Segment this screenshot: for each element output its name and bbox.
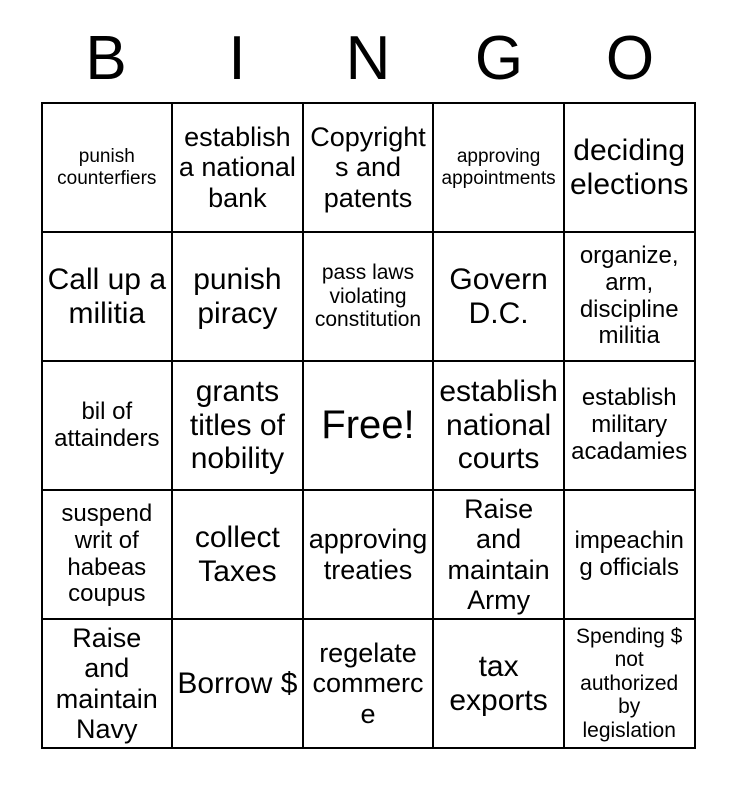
bingo-cell[interactable]: establish national courts xyxy=(433,361,564,490)
bingo-cell[interactable]: Copyrights and patents xyxy=(303,103,434,232)
header-letter-b: B xyxy=(85,24,127,93)
bingo-grid xyxy=(41,102,696,749)
bingo-cell[interactable]: pass laws violating constitution xyxy=(303,232,434,361)
bingo-row xyxy=(42,361,695,490)
bingo-row xyxy=(42,232,695,361)
bingo-cell[interactable]: punish counterfiers xyxy=(42,103,173,232)
bingo-cell[interactable]: Govern D.C. xyxy=(433,232,564,361)
bingo-cell[interactable]: Raise and maintain Navy xyxy=(42,619,173,748)
bingo-cell[interactable]: establish a national bank xyxy=(172,103,303,232)
bingo-cell[interactable]: Raise and maintain Army xyxy=(433,490,564,619)
bingo-cell[interactable]: organize, arm, discipline militia xyxy=(564,232,695,361)
header-letter-i: I xyxy=(228,24,246,93)
bingo-row xyxy=(42,619,695,748)
bingo-cell[interactable]: bil of attainders xyxy=(42,361,173,490)
bingo-cell[interactable]: grants titles of nobility xyxy=(172,361,303,490)
header-letter-n: N xyxy=(345,24,391,93)
bingo-cell[interactable]: collect Taxes xyxy=(172,490,303,619)
header-letter-g: G xyxy=(474,24,524,93)
bingo-cell[interactable]: deciding elections xyxy=(564,103,695,232)
bingo-cell[interactable]: regelate commerce xyxy=(303,619,434,748)
bingo-cell[interactable]: impeaching officials xyxy=(564,490,695,619)
bingo-cell[interactable]: tax exports xyxy=(433,619,564,748)
bingo-cell[interactable]: suspend writ of habeas coupus xyxy=(42,490,173,619)
bingo-cell[interactable]: punish piracy xyxy=(172,232,303,361)
header-letter-o: O xyxy=(605,24,655,93)
bingo-cell[interactable]: Borrow $ xyxy=(172,619,303,748)
bingo-cell[interactable]: Call up a militia xyxy=(42,232,173,361)
bingo-row xyxy=(42,103,695,232)
bingo-cell[interactable]: establish military acadamies xyxy=(564,361,695,490)
bingo-cell[interactable]: Spending $ not authorized by legislation xyxy=(564,619,695,748)
bingo-cell[interactable]: approving treaties xyxy=(303,490,434,619)
bingo-cell-free[interactable]: Free! xyxy=(303,361,434,490)
bingo-row xyxy=(42,490,695,619)
bingo-header xyxy=(41,0,696,92)
bingo-cell[interactable]: approving appointments xyxy=(433,103,564,232)
